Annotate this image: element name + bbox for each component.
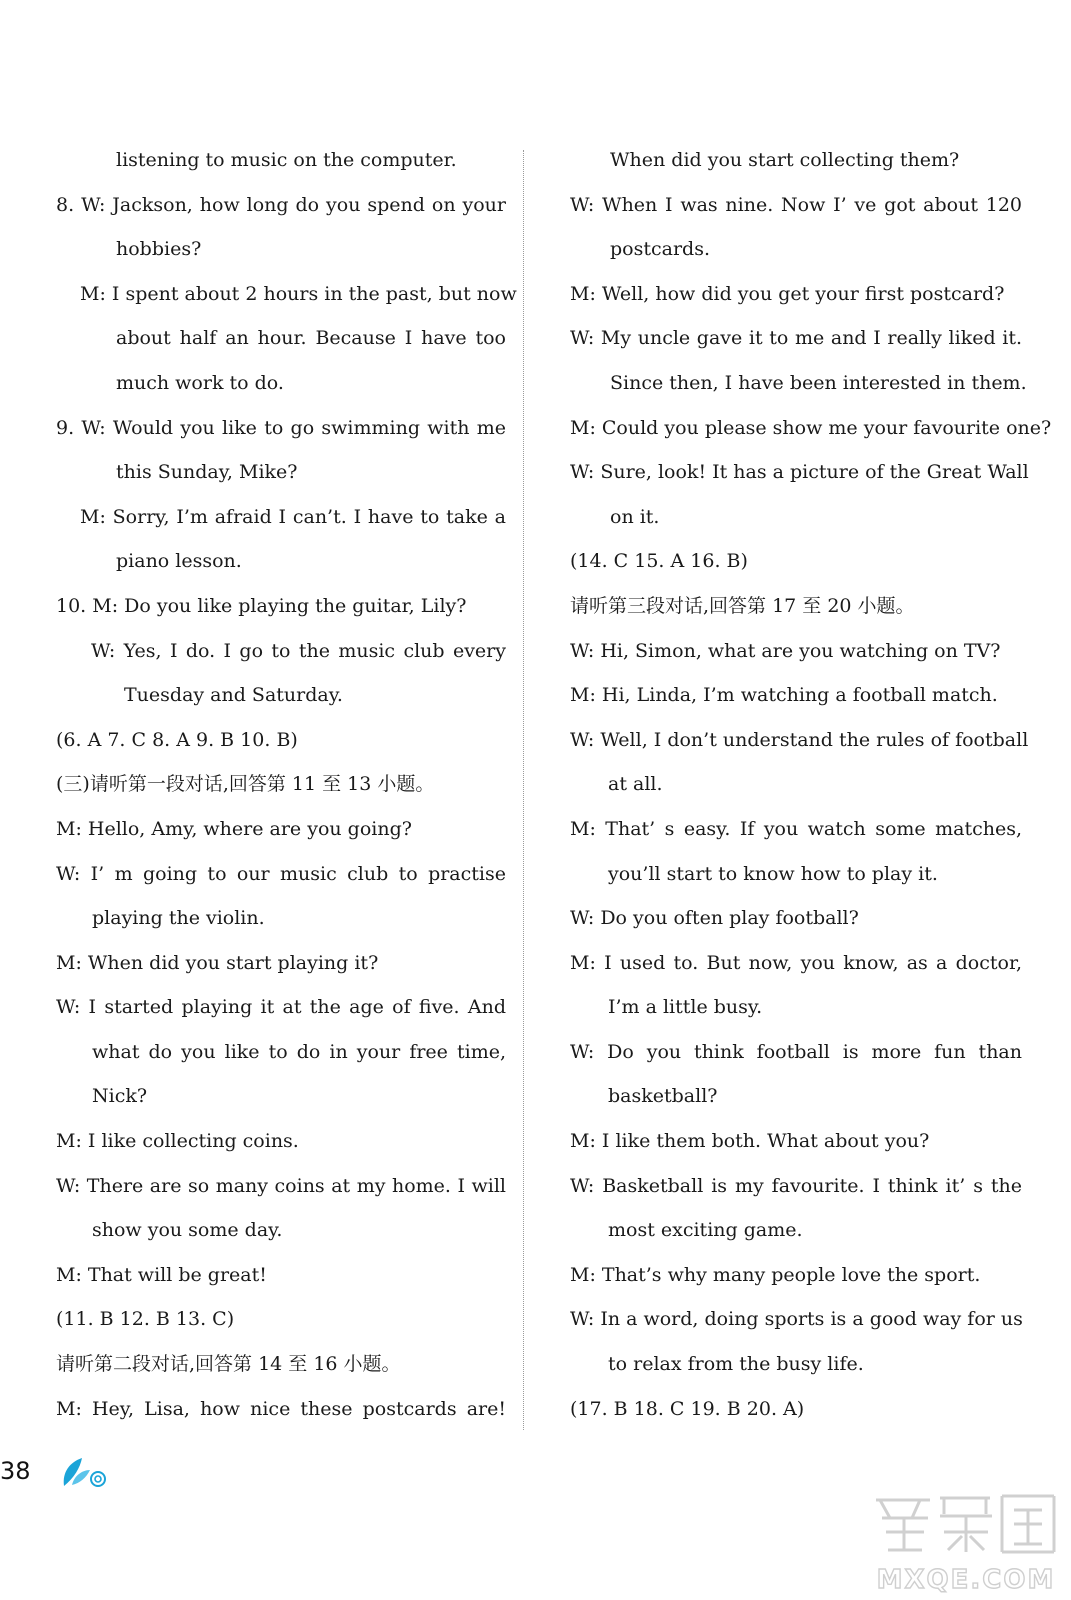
text-line: W: Do you think football is more fun than	[570, 1040, 1022, 1063]
section-heading: 请听第三段对话,回答第 17 至 20 小题。	[570, 594, 915, 617]
text-line: at all.	[608, 773, 663, 796]
text-line: W: There are so many coins at my home. I will	[56, 1174, 506, 1197]
answer-key: (14. C 15. A 16. B)	[570, 550, 748, 573]
text-line: to relax from the busy life.	[608, 1353, 864, 1376]
text-line: Nick?	[92, 1085, 148, 1108]
column-divider	[523, 150, 524, 1430]
text-line: W: Sure, look! It has a picture of the Great Wall	[570, 461, 1029, 484]
text-line: W: I’ m going to our music club to practise	[56, 862, 506, 885]
text-line: on it.	[610, 505, 660, 528]
text-line: W: When I was nine. Now I’ ve got about 120	[570, 193, 1022, 216]
text-line: M: Well, how did you get your first postcard?	[570, 282, 1005, 305]
text-line: what do you like to do in your free time,	[92, 1040, 506, 1063]
svg-text:MXQE.COM: MXQE.COM	[876, 1565, 1056, 1595]
text-line: listening to music on the computer.	[116, 149, 457, 171]
text-line: most exciting game.	[608, 1219, 803, 1242]
text-line: W: Basketball is my favourite. I think it’ s the	[570, 1174, 1022, 1197]
text-line: Since then, I have been interested in them.	[610, 371, 1027, 394]
text-line: I’m a little busy.	[608, 996, 763, 1019]
text-line: Tuesday and Saturday.	[124, 684, 343, 707]
text-line: much work to do.	[116, 371, 284, 394]
watermark-logo	[868, 1488, 1064, 1596]
text-line: M: That’ s easy. If you watch some matches,	[570, 817, 1022, 840]
text-line: M: I used to. But now, you know, as a doctor,	[570, 951, 1022, 974]
text-line: 8. W: Jackson, how long do you spend on your	[56, 193, 506, 216]
text-line: M: Hello, Amy, where are you going?	[56, 817, 412, 840]
answer-key: (17. B 18. C 19. B 20. A)	[570, 1397, 805, 1420]
text-line: M: Hi, Linda, I’m watching a football match.	[570, 684, 998, 707]
text-line: show you some day.	[92, 1219, 283, 1242]
text-line: this Sunday, Mike?	[116, 461, 298, 484]
text-line: you’ll start to know how to play it.	[608, 862, 938, 885]
text-line: W: My uncle gave it to me and I really liked it.	[570, 327, 1022, 350]
answer-key: (6. A 7. C 8. A 9. B 10. B)	[56, 728, 298, 751]
text-line: hobbies?	[116, 238, 202, 261]
right-column	[570, 138, 1052, 1431]
text-line: W: I started playing it at the age of five. And	[56, 996, 506, 1019]
text-line: M: I like collecting coins.	[56, 1130, 299, 1153]
text-line: playing the violin.	[92, 907, 265, 930]
leaf-swirl-icon	[60, 1452, 110, 1488]
text-line: M: Sorry, I’m afraid I can’t. I have to take a	[80, 505, 506, 528]
text-line: When did you start collecting them?	[610, 149, 960, 171]
section-heading: 请听第二段对话,回答第 14 至 16 小题。	[56, 1353, 401, 1376]
text-line: M: That will be great!	[56, 1263, 267, 1286]
text-line: 9. W: Would you like to go swimming with me	[56, 416, 506, 439]
text-line: W: Well, I don’t understand the rules of football	[570, 728, 1029, 751]
text-line: M: I spent about 2 hours in the past, but now	[80, 282, 517, 305]
text-line: 10. M: Do you like playing the guitar, Lily?	[56, 594, 467, 617]
text-line: M: Could you please show me your favourite one?	[570, 416, 1052, 439]
left-column	[56, 138, 517, 1431]
text-line: M: That’s why many people love the sport.	[570, 1263, 981, 1286]
section-heading: (三)请听第一段对话,回答第 11 至 13 小题。	[56, 773, 435, 796]
text-line: W: In a word, doing sports is a good way for us	[570, 1308, 1023, 1331]
text-line: W: Do you often play football?	[570, 907, 859, 930]
text-line: W: Hi, Simon, what are you watching on TV?	[570, 639, 1001, 662]
text-line: postcards.	[610, 238, 710, 261]
text-line: M: Hey, Lisa, how nice these postcards are!	[56, 1397, 506, 1420]
page-number: 38	[0, 1457, 31, 1485]
text-line: piano lesson.	[116, 550, 242, 573]
text-line: M: I like them both. What about you?	[570, 1130, 930, 1153]
text-line: M: When did you start playing it?	[56, 951, 379, 974]
text-line: basketball?	[608, 1085, 718, 1108]
text-line: W: Yes, I do. I go to the music club every	[91, 639, 506, 662]
answer-key: (11. B 12. B 13. C)	[56, 1308, 235, 1331]
text-line: about half an hour. Because I have too	[116, 327, 506, 350]
